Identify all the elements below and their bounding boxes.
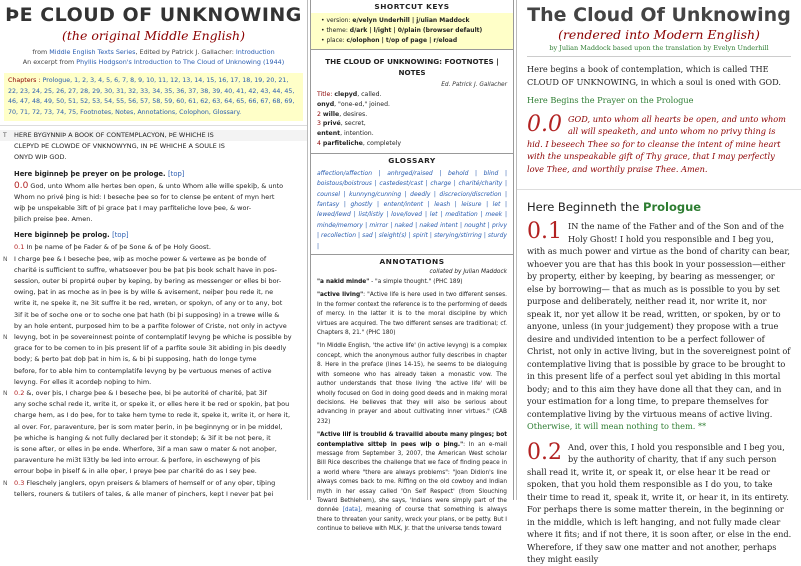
text-line: CLEPYD ÞE CLOWDE OF VNKNOWYNG, IN ÞE WHICHE A SOULE IS xyxy=(14,142,225,151)
shortcut-keys-title: SHORTCUT KEYS xyxy=(374,2,450,11)
text-line: write it, ne speke it, ne 3it suffre it be red, wreten, or spokyn, of any or to any, bot xyxy=(14,299,283,308)
text-line: al over. For, paraventure, þer is som mater þerin, in þe beginnyng or in þe middel, xyxy=(14,422,283,431)
side-panel-column xyxy=(310,0,514,533)
annotation-item: "In Middle English, 'the active life' (in active levyng) is a complex concept, which the anonymous author fully describes in chapter 8. Here in the preface (lines 14-15), he seems to be dialoguing with someone who has already taken a monastic vow. The author understands that those living 'the active life' will be wholly focused on God in doing good deeds and in making moral decisions. He believes that they will also be serious about advancing in prayer and about cultivating inner virtues." (CAB 232) xyxy=(317,343,507,425)
translator-line[interactable]: by Julian Maddock based upon the translation by Evelyn Underhill xyxy=(549,44,769,52)
right-title: The Cloud Of Unknowing xyxy=(527,4,791,26)
excerpt-prefix: An excerpt from xyxy=(22,58,77,66)
modern-english-column xyxy=(516,0,801,564)
paragraph-0-1: 0.1 IN the name of the Father and of the Son and of the Holy Ghost! I hold you responsible and I beg you, with as much power and virtue as the bond of charity can bear, whoever you are that has this book in your possession—either by property, either by keeping, by bearing as messenger, or else by borrowing— that as much as is possible to you by set purpose and deliberately, neither read it, nor write it, nor speak it, nor yet allow it be read, written, or spoken, by or to anyone, unless (in your judgement) they propose with a true desire and undivided intention to be a perfect follower of Christ, not only in active living, but in the sovereignest point of contemplative living that is possible by grace to be brought to in this present life of a perfect soul yet abiding in this mortal body; and to this aim they have done all that they can, and in your estimation for a long time, to prepare themselves for contemplative living by the virtuous means of active living. Otherwise, it will mean nothing to them. ** xyxy=(517,220,801,433)
data-link[interactable]: [data] xyxy=(342,507,361,514)
middle-english-column xyxy=(0,0,308,500)
text-line: is sone after, or elles in þe ende. Wherfore, 3if a man saw o mater & not anoþer, xyxy=(14,445,277,454)
footnote-item: 3 privé, secret, xyxy=(317,120,366,128)
footnotes-editor: Ed. Patrick J. Gallacher xyxy=(441,82,507,88)
source-mid: , Edited by Patrick J. Gallacher: xyxy=(135,48,236,56)
text-line: owing, þat in as moche as in þee is by wille & avisement, neiþer þou rede it, ne xyxy=(14,288,274,297)
annotations-title: ANNOTATIONS xyxy=(379,257,445,267)
chapters-box xyxy=(4,73,303,121)
text-line: ONYD WIÞ GOD. xyxy=(14,153,67,162)
left-subtitle: (the original Middle English) xyxy=(62,28,245,43)
prayer-heading: Here Begins the Prayer on the Prologue xyxy=(527,95,694,105)
line-marker: T xyxy=(3,132,7,139)
footnote-item: entent, intention. xyxy=(317,130,374,138)
footnote-item: Title: clepyd, called. xyxy=(317,91,382,98)
footnotes-title: THE CLOUD OF UNKNOWING: FOOTNOTES | NOTES xyxy=(325,57,499,77)
paragraph-number: 0.2 xyxy=(14,389,25,398)
text-line: þe whiche is hanging & not fully declared þer it stondeþ; & 3if it be not þere, it xyxy=(14,433,271,442)
text-line: paraventure he mi3t li3tly be led into errour. & þerfore, in eschewyng of þis xyxy=(14,456,261,465)
footnote-item: onyd, "one-ed," joined. xyxy=(317,100,391,108)
text-line: 0.1 In þe name of þe Fader & of þe Sone & of þe Holy Goost. xyxy=(14,243,211,252)
text-line: N I charge þee & I beseche þee, wiþ as moche power & vertewe as þe bonde of xyxy=(0,254,307,265)
text-line: body; & þerto þat doþ þat in him is, & bi þi supposing, hath do longe tyme xyxy=(14,355,257,364)
chapters-links[interactable]: Prologue, 1, 2, 3, 4, 5, 6, 7, 8, 9, 10, 11, 12, 13, 14, 15, 16, 17, 18, 19, 20, 21, 22, 23, 24, 25, 26, 27, 28, 29, 30, 31, 32, 33, 34, 35, 36, 37, 38, 39, 40, 41, 42, 43, 44, 45, 46, 47, 48, 49, 50, 51, 52, 53, 54, 55, 56, 57, 58, 59, 60, 61, 62, 63, 64, 65, 66, 67, 68, 69, 70, 71, 72, 73, 74, 75, Footnotes, Notes, Annotations, Colophon, Glossary. xyxy=(8,77,295,116)
right-subtitle: (rendered into Modern English) xyxy=(558,27,760,42)
annotation-item: "a nakid minde" - "a simple thought." (PHC 189) xyxy=(317,279,463,286)
footnotes-box xyxy=(311,50,513,154)
text-line: by an hole entent, purposed him to be a parfite folower of Criste, not only in actyve xyxy=(14,321,287,330)
shortcut-list xyxy=(311,13,513,49)
glossary-links[interactable]: affection/affection | anhrged/raised | behold | blind | boistous/boistrous | castedest/cast | charge | charité/charity | counsel | kunnyng/cunning | deedly | discrecion/discretion | fantasy | ghostly | entent/intent | leash | leisure | let | lewed/lewd | list/listiy | love/loved | let | meditation | meek | minde/memory | mirror | naked | naked intent | nought | privy | recollection | sad | sleight(s) | spirit | sterying/stirring | sturdy | xyxy=(317,169,507,250)
footnote-item: 2 wille, desires. xyxy=(317,110,368,118)
paragraph-number: 0.0 xyxy=(527,111,562,137)
paragraph-number: 0.0 xyxy=(14,180,29,191)
text-line: N 0.2 &, over þis, I charge þee & I beseche þee, bi þe autorité of charité, þat 3if xyxy=(3,389,267,398)
prolog-heading-text: Here biginneþ þe prolog. xyxy=(14,231,110,240)
shortcut-version[interactable]: • version: e/velyn Underhill | j/ulian Maddock xyxy=(321,17,470,24)
text-line: Whom no privé þing is hid: I beseche þee so for to clense þe entent of myn hert xyxy=(14,192,275,201)
paragraph-number: 0.2 xyxy=(527,439,562,465)
prolog-heading xyxy=(0,229,307,242)
top-link[interactable]: [top] xyxy=(168,169,185,178)
shortcut-keys-box xyxy=(311,0,513,50)
text-line: levyng. For elles it acordeþ noþing to him. xyxy=(14,377,152,386)
annotations-box xyxy=(311,255,513,537)
text-line: wiþ þe unspekable 3ift of þi grace þat I may parfiteliche love þee, & wor- xyxy=(14,204,252,213)
shortcut-place[interactable]: • place: c/olophon | t/op of page | r/eload xyxy=(321,37,458,44)
hodgson-intro-link[interactable]: Phyllis Hodgson's Introduction to The Cloud of Unknowing (1944) xyxy=(76,58,285,66)
annotations-collator: collated by Julian Maddock xyxy=(429,269,507,276)
source-prefix: from xyxy=(32,48,50,56)
paragraph-number: 0.1 xyxy=(14,243,25,252)
text-line: before, for to able him to contemplatife levyng by þe vertuous menes of active xyxy=(14,366,272,375)
text-line: 0.0 God, unto Whom alle hertes ben open, & unto Whom alle wille spekiþ, & unto xyxy=(14,180,284,191)
prayer-heading-text: Here biginneþ þe preyer on þe prologe. xyxy=(14,169,166,178)
introduction-link[interactable]: Introduction xyxy=(235,48,275,56)
glossary-box xyxy=(311,154,513,255)
paragraph-0-2: 0.2 And, over this, I hold you responsible and I beg you, by the authority of charity, that if any such person shall read it, write it, or speak it, or else hear it be read or spoken, that you hold them responsible as I do you, to take their time to read it, speak it, write it, or hear it, in its entirety. For perhaps there is some matter therein, in the beginning or in the middle, which is left hanging, and not fully made clear where it fits; and if not there, it is soon after, or else in the end. Wherefore, if they saw one matter and not another, perhaps they might easily xyxy=(527,439,792,564)
prayer-paragraph: 0.0 GOD, unto whom all hearts be open, and unto whom all will speaketh, and unto whom no privy thing is hid. I beseech Thee so for to cleanse the intent of mine heart with the unspeakable gift of Thy grace, that I may perfectly love Thee, and worthily praise Thee. Amen. xyxy=(527,111,786,174)
text-line: N 0.3 Fleschely janglers, opyn preisers & blamers of hemself or of any oþer, tiþing xyxy=(3,478,276,487)
paragraph-tail: Otherwise, it will mean nothing to them. ** xyxy=(527,421,707,431)
shortcut-theme[interactable]: • theme: d/ark | l/ight | 0/plain (browser default) xyxy=(321,27,483,34)
line-marker: N xyxy=(3,334,8,342)
glossary-title: GLOSSARY xyxy=(388,155,436,165)
prologue-heading: Here Beginneth the Prologue xyxy=(517,189,801,214)
annotation-item: "Active liif is troublid & travailid aboute many pinges; bot contemplative sitteþ in pees wiþ o þing.": In an e-mail message from September 3, 2007, the American West scholar Bill Rice describes the challenge that we face of finding peace in a world where "there are always problems": "Joan Didion's line always comes back to me. Riffing on the old cowboy and Indian myth in her essay called 'On Self Respect' (from Slouching Toward Bethlehem), she says, 'Indians were simply part of the donnée [data], meaning of course that something is always there to threaten your sanity, wreck your plans, or be petty. But I continue to believe with MLK, Jr. that the universe tends toward xyxy=(317,432,507,533)
chapters-label: Chapters : xyxy=(8,77,41,84)
middle-english-text xyxy=(0,125,307,500)
text-line: charité is sufficient to suffre, whatsoever þou be þat þis book schalt have in pos- xyxy=(14,265,277,274)
text-line: tellers, rouners & tutilers of tales, & alle maner of pinchers, kept I never þat þei xyxy=(14,489,274,498)
paragraph-number: 0.3 xyxy=(14,478,25,487)
annotation-item: "active living": "Active life is here used in two different senses. In the former context the reference is to the performing of deeds of mercy. In the latter it is to the moral discipline by which virtues are acquired. The two different senses are traditional; cf. Chapters 8, 21." (PHC 180) xyxy=(317,292,507,337)
line-marker: N xyxy=(3,255,8,263)
intro-paragraph: Here begins a book of contemplation, which is called THE CLOUD OF UNKNOWING, in which a soul is oned with GOD. xyxy=(527,64,781,87)
text-line: þilich preise þee. Amen. xyxy=(14,215,93,224)
text-line: charge hem, as I do þee, for to take hem tyme to rede it, speke it, write it, or here it, xyxy=(14,411,291,420)
source-line xyxy=(0,47,307,57)
text-line: errour boþe in þiself & in alle oþer, I preye þee par charité do as I sey þee. xyxy=(14,467,257,476)
text-line: T HERE BYGYNNIÞ A BOOK OF CONTEMPLACYON, ÞE WHICHE IS xyxy=(0,130,307,141)
text-line: N levyng, bot in þe sovereinnest pointe of contemplatif levyng þe whiche is possible by xyxy=(0,332,307,343)
footnote-item: 4 parfiteliche, completely xyxy=(317,139,402,147)
prayer-heading xyxy=(0,168,307,181)
paragraph-number: 0.1 xyxy=(527,219,562,244)
text-line: grace for to be comen to in þis present lif of a parfite soule 3it abiding in þis deedly xyxy=(14,344,287,353)
text-line: session, outer bi propirté ouþer by keping, by bering as messenger or elles bi bor- xyxy=(14,277,282,286)
text-line: 3if it be of soche one or to soche one þat hath (bi þi supposing) in a trewe wille & xyxy=(14,310,280,319)
text-line: any soche schal rede it, write it, or speke it, or elles here it be red or spokin, þat þou xyxy=(14,400,290,409)
excerpt-line xyxy=(0,57,307,67)
top-link[interactable]: [top] xyxy=(112,231,129,240)
left-title: ÞE CLOUD OF UNKNOWING xyxy=(5,4,302,26)
source-link[interactable]: Middle English Texts Series xyxy=(49,48,136,56)
